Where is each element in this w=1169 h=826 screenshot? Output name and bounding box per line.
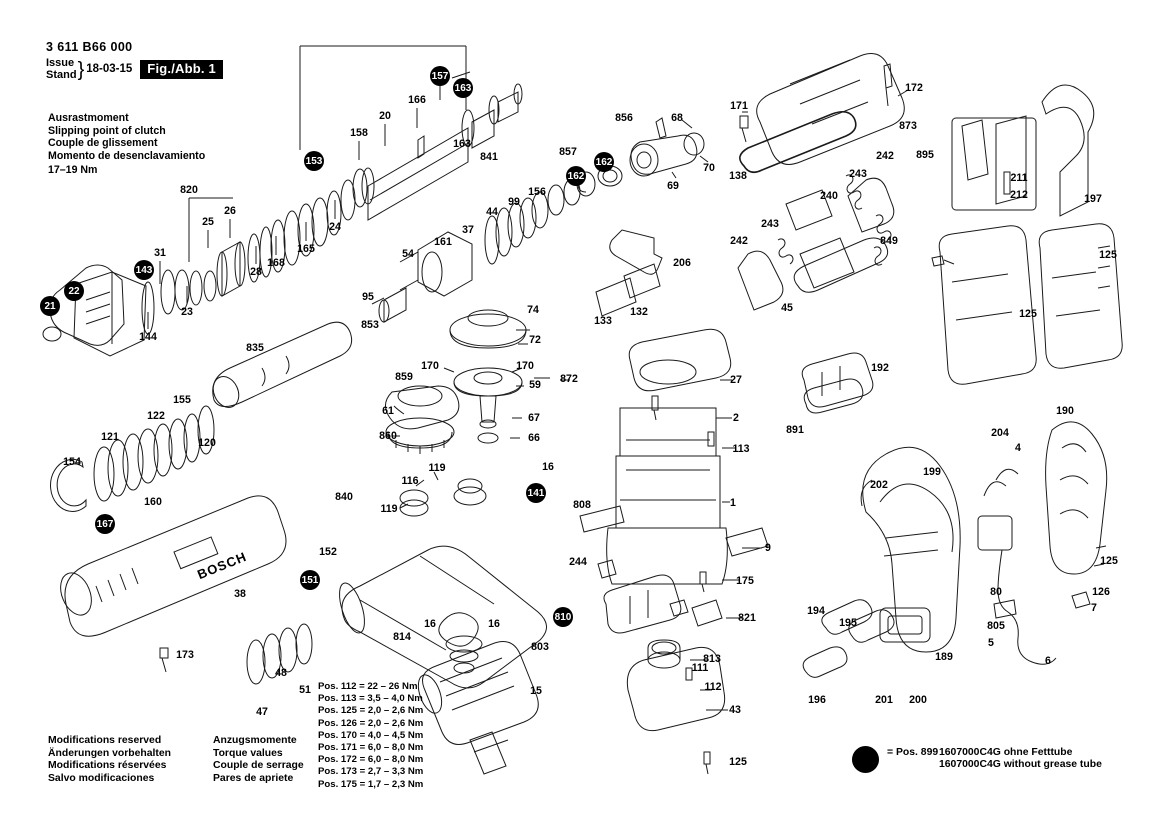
- callout-95: 95: [362, 291, 374, 303]
- brand-logo: BOSCH: [195, 548, 249, 583]
- callout-154: 154: [63, 456, 81, 468]
- torque-value-row: Pos. 173 = 2,7 – 3,3 Nm: [318, 766, 424, 778]
- callout-125: 125: [729, 756, 747, 768]
- callout-175: 175: [736, 575, 754, 587]
- callout-166: 166: [408, 94, 426, 106]
- callout-189: 189: [935, 651, 953, 663]
- callout-196: 196: [808, 694, 826, 706]
- callout-853: 853: [361, 319, 379, 331]
- callout-21: 21: [40, 296, 60, 316]
- callout-111: 111: [691, 662, 709, 674]
- figure-label: Fig./Abb. 1: [140, 60, 223, 79]
- pos899-legend: [852, 746, 1102, 773]
- callout-857: 857: [559, 146, 577, 158]
- callout-168: 168: [267, 257, 285, 269]
- callout-51: 51: [299, 684, 311, 696]
- black-dot-icon: [852, 746, 879, 773]
- callout-28: 28: [250, 266, 262, 278]
- torque-value-row: Pos. 175 = 1,7 – 2,3 Nm: [318, 778, 424, 790]
- callout-211: 211: [1010, 172, 1028, 184]
- callout-16: 16: [542, 461, 554, 473]
- callout-119: 119: [380, 503, 398, 515]
- clutch-note-fr: Couple de glissement: [48, 137, 158, 150]
- callout-54: 54: [402, 248, 414, 260]
- callout-173: 173: [176, 649, 194, 661]
- callout-16: 16: [424, 618, 436, 630]
- callout-840: 840: [335, 491, 353, 503]
- clutch-note-de: Ausrastmoment: [48, 112, 129, 124]
- callout-133: 133: [594, 315, 612, 327]
- callout-132: 132: [630, 306, 648, 318]
- callout-821: 821: [738, 612, 756, 624]
- pos899-en: 1607000C4G without grease tube: [939, 759, 1102, 771]
- callout-138: 138: [729, 170, 747, 182]
- callout-197: 197: [1084, 193, 1102, 205]
- callout-67: 67: [528, 412, 540, 424]
- callout-172: 172: [905, 82, 923, 94]
- callout-163: 163: [453, 138, 471, 150]
- callout-4: 4: [1015, 442, 1021, 454]
- modifications-es: Salvo modificaciones: [48, 772, 155, 784]
- callout-204: 204: [991, 427, 1009, 439]
- callout-45: 45: [781, 302, 793, 314]
- callout-47: 47: [256, 706, 268, 718]
- callout-243: 243: [849, 168, 867, 180]
- torque-legend: [213, 735, 304, 785]
- callout-151: 151: [300, 570, 320, 590]
- callout-810: 810: [553, 607, 573, 627]
- callout-116: 116: [401, 475, 419, 487]
- callout-160: 160: [144, 496, 162, 508]
- callout-1: 1: [730, 497, 736, 509]
- callout-121: 121: [101, 431, 119, 443]
- torque-value-row: Pos. 172 = 6,0 – 8,0 Nm: [318, 754, 424, 766]
- callout-23: 23: [181, 306, 193, 318]
- modifications-de: Änderungen vorbehalten: [48, 747, 171, 759]
- callout-24: 24: [329, 221, 341, 233]
- callout-44: 44: [486, 206, 498, 218]
- callout-31: 31: [154, 247, 166, 259]
- torque-value-row: Pos. 125 = 2,0 – 2,6 Nm: [318, 705, 424, 717]
- callout-48: 48: [275, 667, 287, 679]
- callout-803: 803: [531, 641, 549, 653]
- title-block: [46, 40, 266, 81]
- callout-155: 155: [173, 394, 191, 406]
- callout-895: 895: [916, 149, 934, 161]
- clutch-torque-value: 17–19 Nm: [48, 164, 98, 177]
- part-number: 3 611 B66 000: [46, 40, 133, 54]
- callout-141: 141: [526, 483, 546, 503]
- callout-167: 167: [95, 514, 115, 534]
- callout-38: 38: [234, 588, 246, 600]
- callout-849: 849: [880, 235, 898, 247]
- callout-161: 161: [434, 236, 452, 248]
- callout-144: 144: [139, 331, 157, 343]
- callout-16: 16: [488, 618, 500, 630]
- callout-68: 68: [671, 112, 683, 124]
- callout-170: 170: [516, 360, 534, 372]
- callout-15: 15: [530, 685, 542, 697]
- callout-43: 43: [729, 704, 741, 716]
- callout-206: 206: [673, 257, 691, 269]
- callout-6: 6: [1045, 655, 1051, 667]
- callout-163: 163: [453, 78, 473, 98]
- callout-242: 242: [876, 150, 894, 162]
- callout-200: 200: [909, 694, 927, 706]
- issue-row: [46, 58, 266, 81]
- callout-860: 860: [379, 430, 397, 442]
- torque-legend-de: Anzugsmomente: [213, 735, 297, 746]
- callout-162: 162: [566, 166, 586, 186]
- callout-808: 808: [573, 499, 591, 511]
- clutch-note-es: Momento de desenclavamiento: [48, 149, 206, 162]
- callout-61: 61: [382, 405, 394, 417]
- callout-805: 805: [987, 620, 1005, 632]
- callout-59: 59: [529, 379, 541, 391]
- callout-891: 891: [786, 424, 804, 436]
- torque-value-row: Pos. 126 = 2,0 – 2,6 Nm: [318, 717, 424, 729]
- callout-119: 119: [428, 462, 446, 474]
- callout-244: 244: [569, 556, 587, 568]
- callout-195: 195: [839, 617, 857, 629]
- callout-7: 7: [1091, 602, 1097, 614]
- torque-value-row: Pos. 171 = 6,0 – 8,0 Nm: [318, 742, 424, 754]
- modifications-en: Modifications reserved: [48, 735, 162, 746]
- callout-859: 859: [395, 371, 413, 383]
- callout-242: 242: [730, 235, 748, 247]
- callout-162: 162: [594, 152, 614, 172]
- torque-legend-en: Torque values: [213, 747, 283, 759]
- callout-20: 20: [379, 110, 391, 122]
- torque-value-row: Pos. 113 = 3,5 – 4,0 Nm: [318, 693, 423, 705]
- torque-legend-es: Pares de apriete: [213, 772, 294, 784]
- modifications-fr: Modifications réservées: [48, 760, 167, 772]
- callout-835: 835: [246, 342, 264, 354]
- torque-legend-fr: Couple de serrage: [213, 760, 304, 772]
- callout-74: 74: [527, 304, 539, 316]
- issue-date: 18-03-15: [86, 62, 133, 75]
- callout-37: 37: [462, 224, 474, 236]
- callout-171: 171: [730, 100, 748, 112]
- callout-80: 80: [990, 586, 1002, 598]
- callout-814: 814: [393, 631, 411, 643]
- callout-143: 143: [134, 260, 154, 280]
- callout-2: 2: [733, 412, 739, 424]
- callout-872: 872: [560, 373, 578, 385]
- callout-66: 66: [528, 432, 540, 444]
- callout-113: 113: [732, 443, 750, 455]
- callout-820: 820: [180, 184, 198, 196]
- callout-202: 202: [870, 479, 888, 491]
- callout-158: 158: [350, 127, 368, 139]
- clutch-note-en: Slipping point of clutch: [48, 124, 166, 137]
- callout-125: 125: [1019, 308, 1037, 320]
- callout-69: 69: [667, 180, 679, 192]
- stand-label: Stand: [46, 68, 77, 81]
- callout-856: 856: [615, 112, 633, 124]
- callout-201: 201: [875, 694, 893, 706]
- callout-165: 165: [297, 243, 315, 255]
- callout-192: 192: [871, 362, 889, 374]
- callout-9: 9: [765, 542, 771, 554]
- callout-126: 126: [1092, 586, 1110, 598]
- callout-873: 873: [899, 120, 917, 132]
- callout-199: 199: [923, 466, 941, 478]
- callout-125: 125: [1099, 249, 1117, 261]
- callout-212: 212: [1010, 189, 1028, 201]
- callout-99: 99: [508, 196, 520, 208]
- callout-27: 27: [730, 374, 742, 386]
- callout-22: 22: [64, 281, 84, 301]
- callout-25: 25: [202, 216, 214, 228]
- callout-240: 240: [820, 190, 838, 202]
- modifications-note: [48, 735, 171, 785]
- pos899-prefix: = Pos. 899: [887, 746, 939, 758]
- callout-194: 194: [807, 605, 825, 617]
- callout-125: 125: [1100, 555, 1118, 567]
- callout-841: 841: [480, 151, 498, 163]
- callout-156: 156: [528, 186, 546, 198]
- callout-72: 72: [529, 334, 541, 346]
- callout-120: 120: [198, 437, 216, 449]
- pos899-de: 1607000C4G ohne Fetttube: [939, 746, 1073, 758]
- clutch-slipping-note: [48, 112, 205, 177]
- callout-170: 170: [421, 360, 439, 372]
- callout-153: 153: [304, 151, 324, 171]
- callout-5: 5: [988, 637, 994, 649]
- torque-values-list: [318, 681, 423, 791]
- torque-value-row: Pos. 112 = 22 – 26 Nm: [318, 681, 418, 692]
- callout-152: 152: [319, 546, 337, 558]
- issue-label: Issue: [46, 57, 75, 69]
- callout-122: 122: [147, 410, 165, 422]
- callout-813: 813: [703, 653, 721, 665]
- issue-stand-labels: [46, 58, 77, 81]
- callout-112: 112: [704, 681, 722, 693]
- callout-190: 190: [1056, 405, 1074, 417]
- callout-243: 243: [761, 218, 779, 230]
- callout-157: 157: [430, 66, 450, 86]
- torque-value-row: Pos. 170 = 4,0 – 4,5 Nm: [318, 729, 424, 741]
- callout-70: 70: [703, 162, 715, 174]
- callout-26: 26: [224, 205, 236, 217]
- brace-glyph: }: [77, 58, 85, 81]
